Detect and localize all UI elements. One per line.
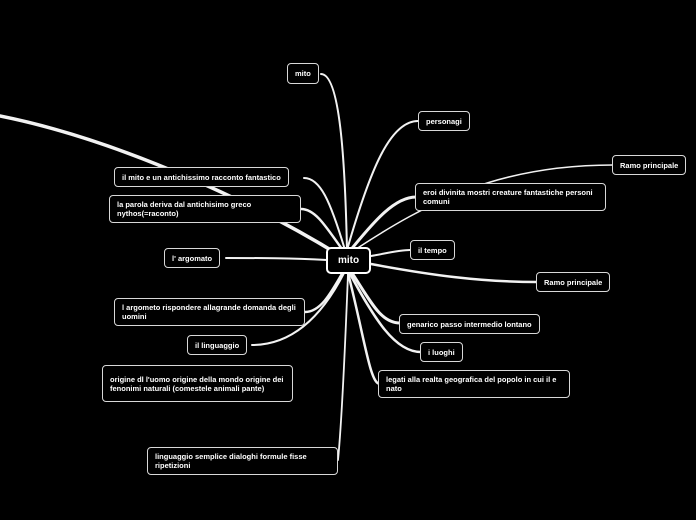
node-ramo-principale-2[interactable]: Ramo principale bbox=[536, 272, 610, 292]
connector-argomento bbox=[226, 258, 327, 260]
node-tempo[interactable]: il tempo bbox=[410, 240, 455, 260]
node-legati[interactable]: legati alla realta geografica del popolo in cui il e nato bbox=[378, 370, 570, 398]
node-semplice[interactable]: linguaggio semplice dialoghi formule fisse ripetizioni bbox=[147, 447, 338, 475]
central-node[interactable]: mito bbox=[326, 247, 371, 274]
node-eroi[interactable]: eroi divinita mostri creature fantastiche personi comuni bbox=[415, 183, 606, 211]
connector-offscreen-branch bbox=[0, 116, 347, 260]
node-mito-top[interactable]: mito bbox=[287, 63, 319, 84]
node-origine[interactable]: origine dl l'uomo origine della mondo origine dei fenonimi naturali (comestele animali pante) bbox=[102, 365, 293, 402]
node-personaggi[interactable]: personagi bbox=[418, 111, 470, 131]
node-parola[interactable]: la parola deriva dal antichisimo greco nythos(=raconto) bbox=[109, 195, 301, 223]
connector-eroi bbox=[349, 197, 416, 252]
connector-ramo2 bbox=[371, 264, 537, 282]
node-argometo[interactable]: l argometo rispondere allagrande domanda degli uomini bbox=[114, 298, 305, 326]
node-luoghi[interactable]: i luoghi bbox=[420, 342, 463, 362]
node-ramo-principale-1[interactable]: Ramo principale bbox=[612, 155, 686, 175]
node-antichissimo[interactable]: il mito e un antichissimo racconto fantastico bbox=[114, 167, 289, 187]
connector-tempo bbox=[371, 250, 410, 256]
node-generico[interactable]: genarico passo intermedio lontano bbox=[399, 314, 540, 334]
node-argomento[interactable]: l' argomato bbox=[164, 248, 220, 268]
connector-semplice bbox=[338, 274, 348, 460]
connector-personaggi bbox=[347, 121, 418, 250]
node-linguaggio[interactable]: il linguaggio bbox=[187, 335, 247, 355]
